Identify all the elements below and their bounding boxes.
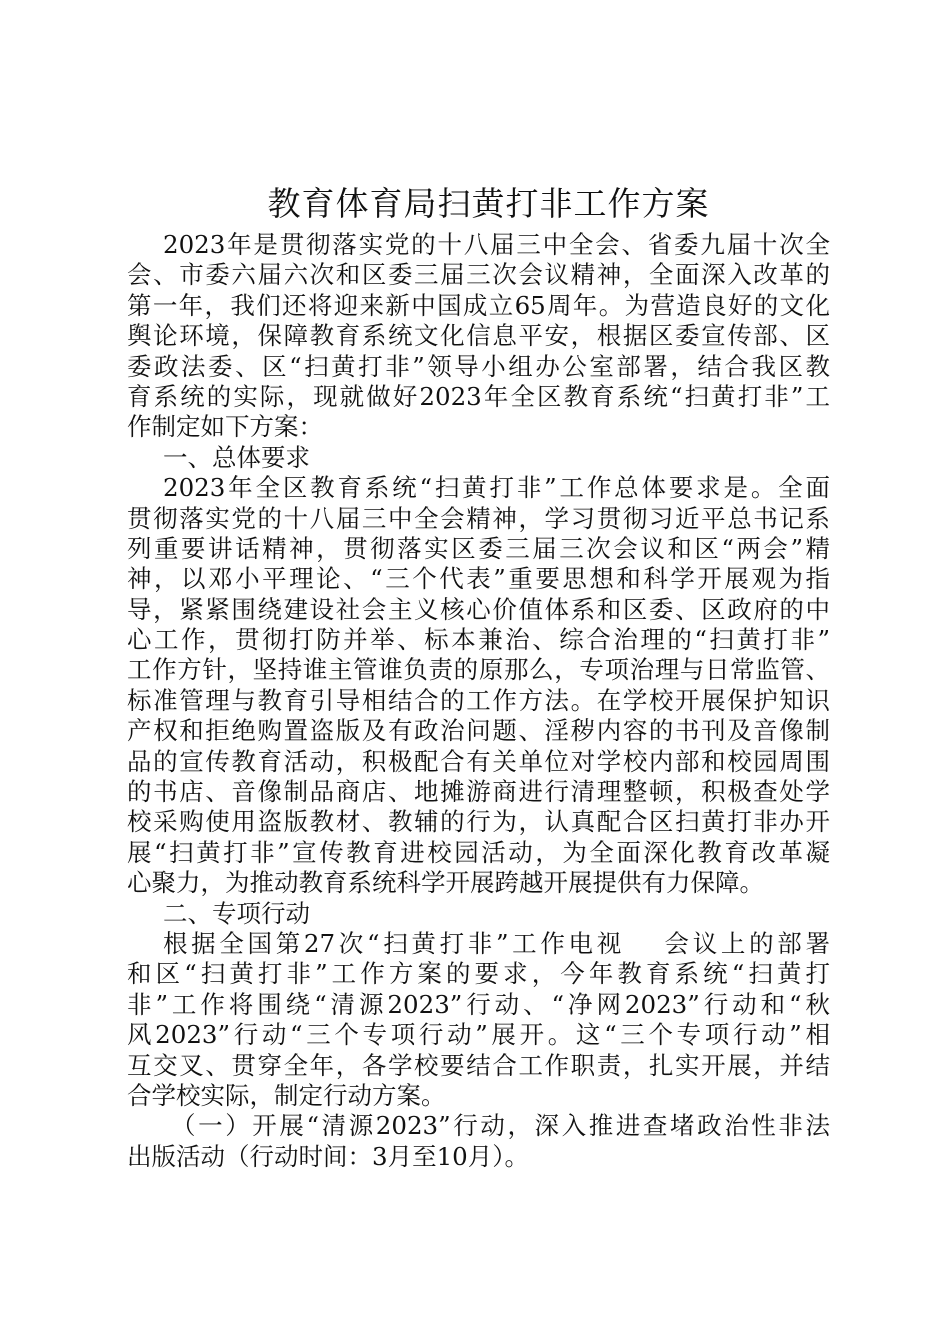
text-line: 风2023”行动“三个专项行动”展开。这“三个专项行动”相 [127, 1020, 830, 1050]
text-line: 贯彻落实党的十八届三中全会精神，学习贯彻习近平总书记系 [127, 503, 830, 533]
text-line: 作制定如下方案： [127, 412, 323, 442]
section-heading [127, 899, 830, 929]
text-line: 舆论环境，保障教育系统文化信息平安，根据区委宣传部、区 [127, 321, 830, 351]
text-line: 出版活动（行动时间：3月至10月）。 [127, 1141, 530, 1171]
text-line: 校采购使用盗版教材、教辅的行为，认真配合区扫黄打非办开 [127, 807, 830, 837]
text-line: 2023年全区教育系统“扫黄打非”工作总体要求是。全面 [163, 473, 830, 503]
text-line: 合学校实际，制定行动方案。 [127, 1080, 446, 1110]
text-line: 的书店、音像制品商店、地摊游商进行清理整顿，积极查处学 [127, 777, 830, 807]
text-line: 会、市委六届六次和区委三届三次会议精神，全面深入改革的 [127, 260, 830, 290]
text-line: 互交叉、贯穿全年，各学校要结合工作职责，扎实开展，并结 [127, 1050, 830, 1080]
text-line: 导，紧紧围绕建设社会主义核心价值体系和区委、区政府的中 [127, 594, 830, 624]
paragraph [127, 230, 830, 443]
text-line: 展“扫黄打非”宣传教育进校园活动，为全面深化教育改革凝 [127, 837, 830, 867]
paragraph [127, 473, 830, 898]
text-line: 2023年是贯彻落实党的十八届三中全会、省委九届十次全 [163, 230, 830, 259]
text-line: （一）开展“清源2023”行动，深入推进查堵政治性非法 [171, 1111, 830, 1141]
text-line: 标准管理与教育引导相结合的工作方法。在学校开展保护知识 [127, 685, 830, 715]
text-line: 列重要讲话精神，贯彻落实区委三届三次会议和区“两会”精 [127, 533, 830, 563]
paragraph [127, 929, 830, 1111]
text-line: 非”工作将围绕“清源2023”行动、“净网2023”行动和“秋 [127, 989, 830, 1019]
text-line: 第一年，我们还将迎来新中国成立65周年。为营造良好的文化 [127, 290, 830, 320]
text-line: 一、总体要求 [163, 442, 310, 472]
text-line: 心聚力，为推动教育系统科学开展跨越开展提供有力保障。 [127, 868, 764, 898]
text-line: 委政法委、区“扫黄打非”领导小组办公室部署，结合我区教 [127, 351, 830, 381]
document-page [127, 178, 830, 1172]
text-line: 品的宣传教育活动，积极配合有关单位对学校内部和校园周围 [127, 746, 830, 776]
text-line: 神，以邓小平理论、“三个代表”重要思想和科学开展观为指 [127, 564, 830, 594]
text-line: 根据全国第27次“扫黄打非”工作电视 会议上的部署 [163, 928, 830, 958]
document-body [127, 230, 830, 1172]
document-title: 教育体育局扫黄打非工作方案 [267, 184, 710, 223]
text-line: 和区“扫黄打非”工作方案的要求，今年教育系统“扫黄打 [127, 959, 830, 989]
text-line: 心工作，贯彻打防并举、标本兼治、综合治理的“扫黄打非” [127, 625, 830, 655]
text-line: 二、专项行动 [163, 898, 310, 928]
text-line: 工作方针，坚持谁主管谁负责的原那么，专项治理与日常监管、 [127, 655, 830, 685]
section-heading [127, 443, 830, 473]
text-line: 育系统的实际，现就做好2023年全区教育系统“扫黄打非”工 [127, 381, 830, 411]
section-heading [127, 1111, 830, 1172]
text-line: 产权和拒绝购置盗版及有政治问题、淫秽内容的书刊及音像制 [127, 716, 830, 746]
